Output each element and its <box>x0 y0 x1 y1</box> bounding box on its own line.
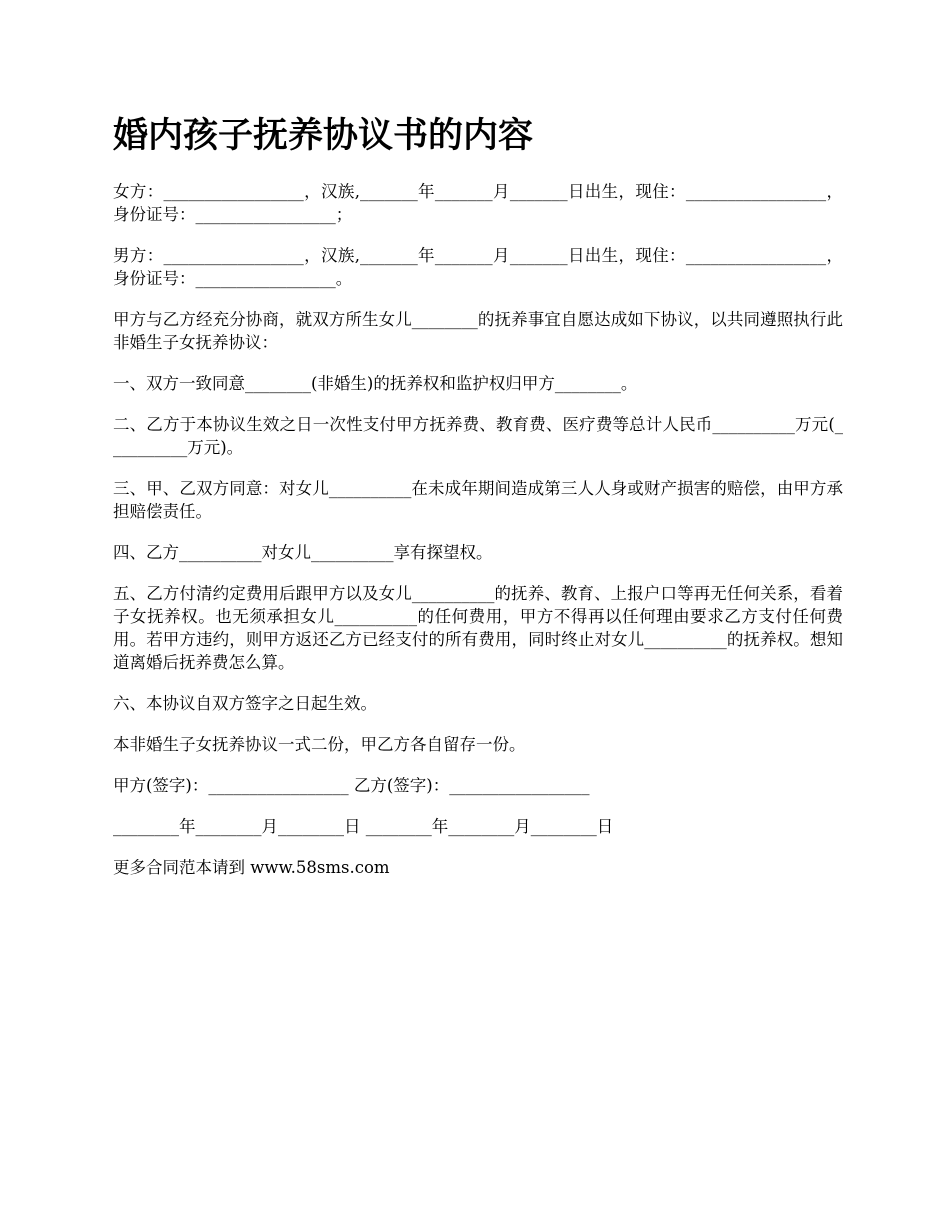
clause-5: 五、乙方付清约定费用后跟甲方以及女儿__________的抚养、教育、上报户口等再无任何关系，看着子女抚养权。也无须承担女儿__________的任何费用，甲方不得再以任何理由要求乙方支付任何费用。若甲方违约，则甲方返还乙方已经支付的所有费用，同时终止对女儿__________的抚养权。想知道离婚后抚养费怎么算。 <box>113 584 843 672</box>
paragraph-intro: 甲方与乙方经充分协商，就双方所生女儿________的抚养事宜自愿达成如下协议，以共同遵照执行此非婚生子女抚养协议： <box>113 310 843 352</box>
clause-4: 四、乙方__________对女儿__________享有探望权。 <box>113 543 493 562</box>
paragraph-party-a: 女方：_________________，汉族,_______年_______月_______日出生，现住：_________________，身份证号：_________________； <box>113 182 843 224</box>
clause-1: 一、双方一致同意________(非婚生)的抚养权和监护权归甲方________。 <box>113 374 638 393</box>
footer-link-text: 更多合同范本请到 www.58sms.com <box>113 858 390 877</box>
document-page <box>113 110 843 897</box>
clause-6: 六、本协议自双方签字之日起生效。 <box>113 694 377 713</box>
document-title: 婚内孩子抚养协议书的内容 <box>113 116 534 156</box>
signature-line: 甲方(签字)：_________________ 乙方(签字)：_________________ <box>113 776 590 795</box>
clause-2: 二、乙方于本协议生效之日一次性支付甲方抚养费、教育费、医疗费等总计人民币__________万元(__________万元)。 <box>113 415 843 457</box>
date-line: ________年________月________日 ________年________月________日 <box>113 817 614 836</box>
copies-note: 本非婚生子女抚养协议一式二份，甲乙方各自留存一份。 <box>113 735 526 754</box>
clause-3: 三、甲、乙双方同意：对女儿__________在未成年期间造成第三人人身或财产损害的赔偿，由甲方承担赔偿责任。 <box>113 479 843 521</box>
paragraph-party-b: 男方：_________________，汉族,_______年_______月_______日出生，现住：_________________，身份证号：_________________。 <box>113 246 843 288</box>
